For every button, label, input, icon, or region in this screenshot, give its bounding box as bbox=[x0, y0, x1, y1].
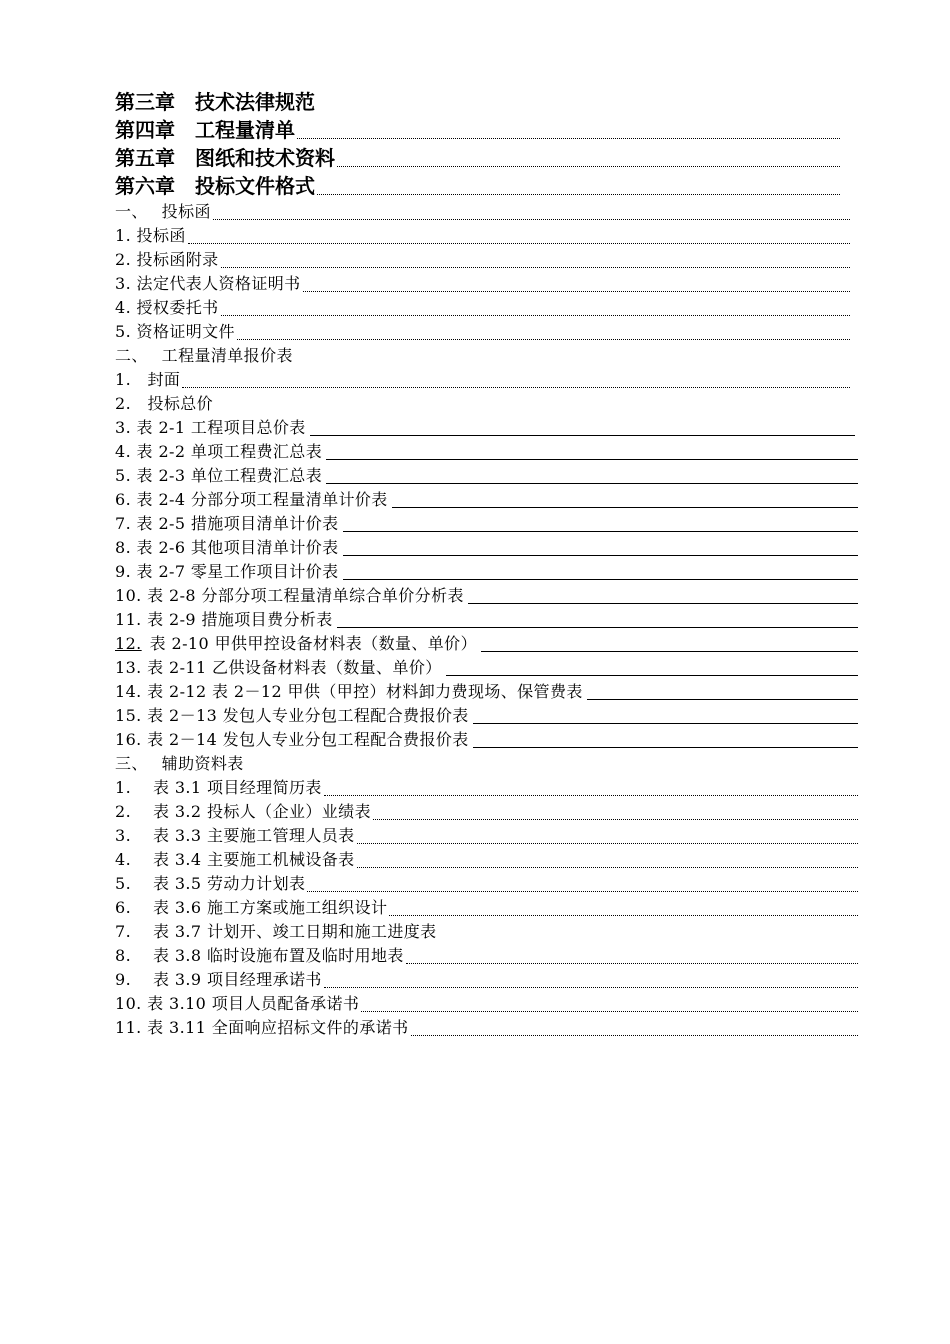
dot-leader bbox=[307, 890, 858, 892]
dot-leader bbox=[237, 338, 850, 340]
leader-line bbox=[481, 650, 858, 652]
item-label: 2. 表 3.2 投标人（企业）业绩表 bbox=[115, 802, 371, 821]
section-2-heading bbox=[115, 345, 415, 367]
item-label: 1. 投标函 bbox=[115, 226, 186, 245]
item-label: 16. 表 2－14 发包人专业分包工程配合费报价表 bbox=[115, 730, 469, 749]
item-label: 14. 表 2-12 表 2－12 甲供（甲控）材料卸力费现场、保管费表 bbox=[115, 682, 583, 701]
chapter-3-entry bbox=[115, 90, 335, 114]
dot-leader bbox=[324, 794, 858, 796]
section-3-heading bbox=[115, 753, 415, 775]
item-label: 1. 表 3.1 项目经理简历表 bbox=[115, 778, 322, 797]
dot-leader bbox=[337, 165, 840, 167]
section-1-heading-label: 一、 投标函 bbox=[115, 202, 211, 221]
dot-leader bbox=[324, 986, 858, 988]
section-3-item bbox=[115, 801, 858, 823]
item-label: 5. 表 3.5 劳动力计划表 bbox=[115, 874, 306, 893]
section-1-heading bbox=[115, 201, 850, 223]
section-3-item bbox=[115, 849, 858, 871]
section-2-item bbox=[115, 729, 858, 751]
section-2-item bbox=[115, 609, 858, 631]
item-label: 8. 表 2-6 其他项目清单计价表 bbox=[115, 538, 339, 557]
leader-line bbox=[473, 746, 858, 748]
item-label: 2. 投标函附录 bbox=[115, 250, 219, 269]
chapter-5-label: 第五章 图纸和技术资料 bbox=[115, 146, 335, 170]
section-2-item bbox=[115, 681, 858, 703]
leader-line bbox=[468, 602, 858, 604]
dot-leader bbox=[221, 314, 850, 316]
dot-leader bbox=[182, 386, 850, 388]
dot-leader bbox=[389, 914, 858, 916]
section-1-item bbox=[115, 225, 850, 247]
item-label: 6. 表 2-4 分部分项工程量清单计价表 bbox=[115, 490, 388, 509]
section-2-item bbox=[115, 369, 850, 391]
leader-line bbox=[587, 698, 858, 700]
item-label: 9. 表 2-7 零星工作项目计价表 bbox=[115, 562, 339, 581]
section-2-item bbox=[115, 705, 858, 727]
section-3-item bbox=[115, 921, 515, 943]
leader-line bbox=[343, 530, 859, 532]
leader-line bbox=[337, 626, 858, 628]
section-2-item bbox=[115, 465, 858, 487]
item-label: 4. 表 2-2 单项工程费汇总表 bbox=[115, 442, 323, 461]
section-2-item bbox=[115, 585, 858, 607]
item-label: 10. 表 3.10 项目人员配备承诺书 bbox=[115, 994, 360, 1013]
chapter-4-entry bbox=[115, 118, 840, 142]
item-label: 11. 表 2-9 措施项目费分析表 bbox=[115, 610, 333, 629]
dot-leader bbox=[411, 1034, 858, 1036]
leader-line bbox=[343, 554, 859, 556]
item-label: 3. 法定代表人资格证明书 bbox=[115, 274, 301, 293]
dot-leader bbox=[361, 1010, 858, 1012]
section-3-item bbox=[115, 1017, 858, 1039]
item-label: 8. 表 3.8 临时设施布置及临时用地表 bbox=[115, 946, 404, 965]
section-1-item bbox=[115, 321, 850, 343]
chapter-5-entry bbox=[115, 146, 840, 170]
item-label: 11. 表 3.11 全面响应招标文件的承诺书 bbox=[115, 1018, 409, 1037]
section-1-item bbox=[115, 249, 850, 271]
dot-leader bbox=[297, 137, 840, 139]
dot-leader bbox=[213, 218, 850, 220]
section-3-item bbox=[115, 873, 858, 895]
item-number: 12. bbox=[115, 634, 142, 653]
section-3-item bbox=[115, 945, 858, 967]
item-label: 3. 表 3.3 主要施工管理人员表 bbox=[115, 826, 355, 845]
leader-line bbox=[446, 674, 858, 676]
chapter-6-entry bbox=[115, 174, 840, 198]
item-label: 5. 表 2-3 单位工程费汇总表 bbox=[115, 466, 323, 485]
dot-leader bbox=[188, 242, 850, 244]
item-label: 9. 表 3.9 项目经理承诺书 bbox=[115, 970, 322, 989]
item-label: 5. 资格证明文件 bbox=[115, 322, 235, 341]
section-2-item bbox=[115, 441, 858, 463]
section-3-item bbox=[115, 897, 858, 919]
section-2-item bbox=[115, 561, 858, 583]
item-label: 2. 投标总价 bbox=[115, 394, 214, 413]
dot-leader bbox=[221, 266, 850, 268]
section-3-item bbox=[115, 993, 858, 1015]
section-2-item bbox=[115, 633, 858, 655]
section-3-item bbox=[115, 825, 858, 847]
item-label: 7. 表 2-5 措施项目清单计价表 bbox=[115, 514, 339, 533]
section-2-item bbox=[115, 489, 858, 511]
section-1-item bbox=[115, 273, 850, 295]
leader-line bbox=[326, 482, 858, 484]
item-label: 4. 授权委托书 bbox=[115, 298, 219, 317]
item-label: 13. 表 2-11 乙供设备材料表（数量、单价） bbox=[115, 658, 442, 677]
section-2-heading-label: 二、 工程量清单报价表 bbox=[115, 346, 293, 365]
section-2-item bbox=[115, 657, 858, 679]
chapter-3-label: 第三章 技术法律规范 bbox=[115, 90, 315, 114]
chapter-6-label: 第六章 投标文件格式 bbox=[115, 174, 315, 198]
chapter-4-label: 第四章 工程量清单 bbox=[115, 118, 295, 142]
leader-line bbox=[473, 722, 858, 724]
section-1-item bbox=[115, 297, 850, 319]
section-2-item bbox=[115, 513, 858, 535]
section-2-item bbox=[115, 537, 858, 559]
item-label: 10. 表 2-8 分部分项工程量清单综合单价分析表 bbox=[115, 586, 464, 605]
dot-leader bbox=[373, 818, 858, 820]
section-3-item bbox=[115, 777, 858, 799]
item-label: 15. 表 2－13 发包人专业分包工程配合费报价表 bbox=[115, 706, 469, 725]
leader-line bbox=[392, 506, 858, 508]
leader-line bbox=[326, 458, 858, 460]
section-3-heading-label: 三、 辅助资料表 bbox=[115, 754, 244, 773]
dot-leader bbox=[357, 842, 858, 844]
item-label: 6. 表 3.6 施工方案或施工组织设计 bbox=[115, 898, 388, 917]
item-label: 4. 表 3.4 主要施工机械设备表 bbox=[115, 850, 355, 869]
dot-leader bbox=[303, 290, 850, 292]
section-2-item bbox=[115, 393, 415, 415]
item-label: 1. 封面 bbox=[115, 370, 181, 389]
dot-leader bbox=[357, 866, 858, 868]
leader-line bbox=[343, 578, 859, 580]
item-label: 7. 表 3.7 计划开、竣工日期和施工进度表 bbox=[115, 922, 437, 941]
item-label: 3. 表 2-1 工程项目总价表 bbox=[115, 418, 306, 437]
leader-line bbox=[310, 434, 855, 436]
item-label: 表 2-10 甲供甲控设备材料表（数量、单价） bbox=[149, 634, 477, 653]
dot-leader bbox=[406, 962, 858, 964]
section-3-item bbox=[115, 969, 858, 991]
section-2-item bbox=[115, 417, 855, 439]
dot-leader bbox=[317, 193, 840, 195]
